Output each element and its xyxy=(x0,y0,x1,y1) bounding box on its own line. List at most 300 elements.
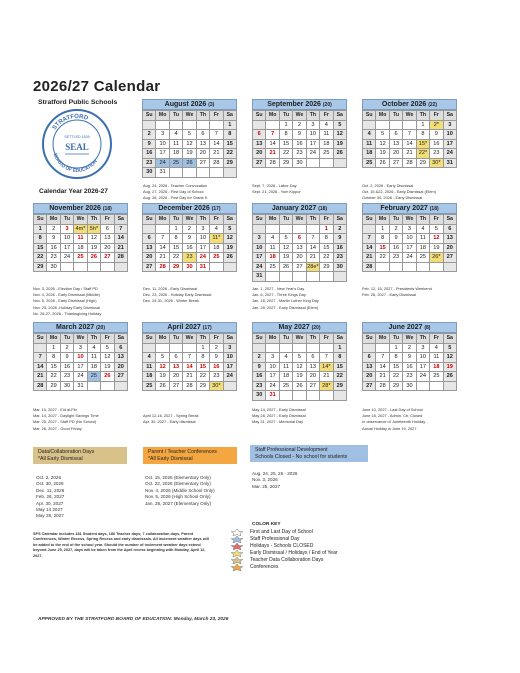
day-cell: 24 xyxy=(307,149,320,159)
day-cell: 15 xyxy=(197,363,210,373)
day-cell: 25 xyxy=(363,159,376,169)
day-cell: 11 xyxy=(320,130,333,140)
weekday-header: We xyxy=(403,215,416,225)
empty-day-cell xyxy=(280,344,293,354)
weekday-header: Tu xyxy=(280,111,293,121)
day-cell: 12 xyxy=(101,353,114,363)
day-cell: 20 xyxy=(143,253,156,263)
weekday-header: We xyxy=(183,334,196,344)
empty-day-cell xyxy=(266,272,279,282)
svg-text:SETTLED 1639: SETTLED 1639 xyxy=(64,135,90,139)
weekday-header: Tu xyxy=(170,334,183,344)
day-cell: 25 xyxy=(280,382,293,392)
day-cell: 16 xyxy=(143,149,156,159)
weekday-header: Tu xyxy=(390,111,403,121)
day-cell: 5 xyxy=(101,344,114,354)
day-cell: 27 xyxy=(115,372,128,382)
day-cell: 19 xyxy=(88,244,101,254)
star-icon xyxy=(228,536,246,543)
day-cell: 2 xyxy=(293,121,306,131)
notes-nov: Nov. 3, 2026 - Election Day / Staff PD Nov. 4, 2026 - Early Dismissal (Middle) Nov. 5, 2026 - Early Dismissal (High) Nov. 25, 2026 -Holiday Early Dismissal No. 26-27, 2026 - Thanksgiving Holiday xyxy=(33,286,102,316)
day-cell: 20 xyxy=(293,253,306,263)
calendar-year-label: Calendar Year 2026-27 xyxy=(39,188,108,195)
day-cell: 14 xyxy=(183,363,196,373)
day-cell: 5h* xyxy=(88,225,101,235)
day-cell: 23 xyxy=(403,372,416,382)
day-cell: 10 xyxy=(224,353,237,363)
empty-day-cell xyxy=(253,121,266,131)
day-cell: 20 xyxy=(101,244,114,254)
day-cell: 3 xyxy=(61,225,74,235)
day-cell: 29 xyxy=(224,159,237,169)
day-cell: 7 xyxy=(210,130,223,140)
day-cell: 12 xyxy=(334,130,347,140)
day-cell: 21 xyxy=(210,149,223,159)
notes-sep: Sept. 7, 2026 - Labor Day Sept. 21, 2026 - Yom Kippur xyxy=(252,183,301,195)
day-cell: 17 xyxy=(403,244,416,254)
day-cell: 25 xyxy=(266,263,279,273)
weekday-header: We xyxy=(293,215,306,225)
star-icon xyxy=(228,550,246,557)
day-cell: 21 xyxy=(320,372,333,382)
empty-day-cell xyxy=(183,168,196,178)
empty-day-cell xyxy=(430,263,443,273)
empty-day-cell xyxy=(280,272,293,282)
day-cell: 19 xyxy=(376,149,389,159)
day-cell: 10 xyxy=(266,363,279,373)
empty-day-cell xyxy=(390,263,403,273)
day-cell: 22 xyxy=(224,149,237,159)
day-cell: 21 xyxy=(363,253,376,263)
day-cell: 27 xyxy=(170,382,183,392)
empty-day-cell xyxy=(390,121,403,131)
day-cell: 22 xyxy=(280,149,293,159)
month-header: January 2027 (18) xyxy=(252,203,347,214)
empty-day-cell xyxy=(156,225,169,235)
day-cell: 21 xyxy=(266,149,279,159)
day-cell: 22 xyxy=(320,253,333,263)
day-cell: 25 xyxy=(210,253,223,263)
day-cell: 1 xyxy=(47,344,60,354)
day-cell: 18 xyxy=(74,244,87,254)
weekday-header: Sa xyxy=(224,215,237,225)
day-cell: 11* xyxy=(210,234,223,244)
weekday-header: Su xyxy=(253,334,266,344)
empty-day-cell xyxy=(307,344,320,354)
day-cell: 13 xyxy=(143,244,156,254)
day-cell: 6 xyxy=(143,234,156,244)
day-cell: 28 xyxy=(376,382,389,392)
day-cell: 19 xyxy=(183,149,196,159)
day-cell: 10 xyxy=(307,130,320,140)
day-cell: 30 xyxy=(293,159,306,169)
weekday-header: Mo xyxy=(47,215,60,225)
day-cell: 4 xyxy=(266,234,279,244)
day-cell: 17 xyxy=(444,140,457,150)
day-cell: 24 xyxy=(253,263,266,273)
day-cell: 16 xyxy=(183,244,196,254)
day-cell: 20 xyxy=(170,372,183,382)
day-cell: 21 xyxy=(307,253,320,263)
weekday-header: Th xyxy=(307,215,320,225)
empty-day-cell xyxy=(363,225,376,235)
month-october-2026 xyxy=(362,99,457,168)
day-cell: 5 xyxy=(376,130,389,140)
day-cell: 30 xyxy=(47,263,60,273)
day-cell: 14 xyxy=(156,244,169,254)
conference-dates-list: Oct. 15, 2026 (Elementary Only) Oct. 22, 2026 (Elementary Only) Nov. 4, 2026 (Middle School Only) Nov. 5, 2026 (High School Only) Jan. 28, 2027 (Elementary Only) xyxy=(145,475,215,506)
empty-day-cell xyxy=(376,263,389,273)
day-cell: 20 xyxy=(390,149,403,159)
day-cell: 8 xyxy=(390,353,403,363)
day-cell: 2 xyxy=(47,225,60,235)
day-cell: 27 xyxy=(253,159,266,169)
day-cell: 2 xyxy=(183,225,196,235)
weekday-header: Su xyxy=(143,111,156,121)
month-january-2027 xyxy=(252,203,347,282)
day-cell: 5 xyxy=(224,225,237,235)
day-cell: 19 xyxy=(101,363,114,373)
empty-day-cell xyxy=(280,391,293,401)
weekday-header: Fr xyxy=(320,215,333,225)
staff-pd-dates-list: Aug. 24, 25, 26 - 2026 Nov. 3, 2026 Mar. 25, 2027 xyxy=(252,471,298,489)
day-cell: 11 xyxy=(74,234,87,244)
day-cell: 3 xyxy=(74,344,87,354)
color-key-item xyxy=(228,529,338,536)
day-cell: 24 xyxy=(403,253,416,263)
day-cell: 14 xyxy=(34,363,47,373)
day-cell: 17 xyxy=(417,363,430,373)
day-cell: 4 xyxy=(210,225,223,235)
day-cell: 28e* xyxy=(307,263,320,273)
empty-day-cell xyxy=(101,263,114,273)
day-cell: 19 xyxy=(224,244,237,254)
day-cell: 28* xyxy=(320,382,333,392)
empty-day-cell xyxy=(210,121,223,131)
day-cell: 22 xyxy=(47,372,60,382)
board-seal-logo xyxy=(41,108,113,180)
empty-day-cell xyxy=(224,168,237,178)
weekday-header: Tu xyxy=(170,111,183,121)
day-cell: 3 xyxy=(307,121,320,131)
weekday-header: Th xyxy=(88,215,101,225)
day-cell: 11 xyxy=(170,140,183,150)
month-june-2027 xyxy=(362,322,457,391)
empty-day-cell xyxy=(197,168,210,178)
day-cell: 1 xyxy=(34,225,47,235)
day-cell: 7 xyxy=(115,225,128,235)
weekday-header: Su xyxy=(363,215,376,225)
day-cell: 13 xyxy=(390,140,403,150)
month-header: November 2026 (18) xyxy=(33,203,128,214)
day-cell: 1 xyxy=(417,121,430,131)
day-cell: 27 xyxy=(293,263,306,273)
day-cell: 5 xyxy=(444,344,457,354)
day-cell: 19 xyxy=(334,140,347,150)
weekday-header: Th xyxy=(417,334,430,344)
empty-day-cell xyxy=(307,159,320,169)
weekday-header: Th xyxy=(88,334,101,344)
day-cell: 21 xyxy=(183,372,196,382)
day-cell: 19 xyxy=(444,363,457,373)
day-cell: 25 xyxy=(417,253,430,263)
empty-day-cell xyxy=(320,159,333,169)
day-cell: 16 xyxy=(334,244,347,254)
day-cell: 27 xyxy=(390,159,403,169)
day-cell: 13 xyxy=(101,234,114,244)
weekday-header: Mo xyxy=(156,334,169,344)
day-cell: 7 xyxy=(34,353,47,363)
weekday-header: Fr xyxy=(101,334,114,344)
day-cell: 6 xyxy=(444,225,457,235)
day-cell: 7 xyxy=(403,130,416,140)
color-key-item xyxy=(228,557,338,564)
day-cell: 23 xyxy=(334,253,347,263)
day-cell: 24 xyxy=(266,382,279,392)
day-cell: 26 xyxy=(224,253,237,263)
month-header: April 2027 (17) xyxy=(142,322,237,333)
month-header: May 2027 (20) xyxy=(252,322,347,333)
day-cell: 30 xyxy=(334,263,347,273)
day-cell: 25 xyxy=(74,253,87,263)
day-cell: 12 xyxy=(280,244,293,254)
day-cell: 3 xyxy=(444,121,457,131)
day-cell: 9 xyxy=(403,353,416,363)
day-cell: 14 xyxy=(210,140,223,150)
day-cell: 17 xyxy=(253,253,266,263)
day-cell: 10 xyxy=(74,353,87,363)
day-cell: 13 xyxy=(444,234,457,244)
day-cell: 13 xyxy=(197,140,210,150)
day-cell: 9 xyxy=(293,130,306,140)
day-cell: 9 xyxy=(390,234,403,244)
empty-day-cell xyxy=(293,272,306,282)
day-cell: 11 xyxy=(430,353,443,363)
day-cell: 7 xyxy=(156,234,169,244)
weekday-header: Su xyxy=(34,215,47,225)
day-cell: 23 xyxy=(47,253,60,263)
day-cell: 6 xyxy=(170,353,183,363)
day-cell: 4m* xyxy=(74,225,87,235)
empty-day-cell xyxy=(307,272,320,282)
month-march-2027 xyxy=(33,322,128,391)
day-cell: 15 xyxy=(390,363,403,373)
weekday-header: Tu xyxy=(390,215,403,225)
day-cell: 24 xyxy=(444,149,457,159)
day-cell: 16 xyxy=(253,372,266,382)
day-cell: 18 xyxy=(266,253,279,263)
day-cell: 17 xyxy=(197,244,210,254)
day-cell: 1 xyxy=(197,344,210,354)
weekday-header: Sa xyxy=(444,111,457,121)
day-cell: 12 xyxy=(444,353,457,363)
day-cell: 29 xyxy=(280,159,293,169)
day-cell: 7 xyxy=(266,130,279,140)
weekday-header: Mo xyxy=(156,111,169,121)
empty-day-cell xyxy=(293,344,306,354)
color-key-label: Conferences xyxy=(250,563,279,570)
empty-day-cell xyxy=(417,263,430,273)
day-cell: 5 xyxy=(334,121,347,131)
day-cell: 29 xyxy=(320,263,333,273)
day-cell: 18 xyxy=(430,363,443,373)
day-cell: 26 xyxy=(280,263,293,273)
empty-day-cell xyxy=(224,382,237,392)
day-cell: 2 xyxy=(403,344,416,354)
day-cell: 4 xyxy=(88,344,101,354)
day-cell: 21 xyxy=(403,149,416,159)
day-cell: 13 xyxy=(363,363,376,373)
weekday-header: Sa xyxy=(224,111,237,121)
weekday-header: Sa xyxy=(115,215,128,225)
weekday-header: Fr xyxy=(210,334,223,344)
day-cell: 7 xyxy=(320,353,333,363)
month-april-2027 xyxy=(142,322,237,391)
weekday-header: Sa xyxy=(444,215,457,225)
weekday-header: We xyxy=(74,215,87,225)
day-cell: 12 xyxy=(183,140,196,150)
empty-day-cell xyxy=(293,225,306,235)
day-cell: 17 xyxy=(224,363,237,373)
day-cell: 5 xyxy=(156,353,169,363)
day-cell: 15 xyxy=(47,363,60,373)
month-header: June 2027 (8) xyxy=(362,322,457,333)
day-cell: 5 xyxy=(430,225,443,235)
day-cell: 20 xyxy=(115,363,128,373)
day-cell: 9 xyxy=(61,353,74,363)
weekday-header: Tu xyxy=(280,215,293,225)
day-cell: 28 xyxy=(34,382,47,392)
empty-day-cell xyxy=(115,263,128,273)
day-cell: 10 xyxy=(197,234,210,244)
day-cell: 27 xyxy=(307,382,320,392)
weekday-header: Fr xyxy=(430,215,443,225)
weekday-header: We xyxy=(403,111,416,121)
day-cell: 17 xyxy=(156,149,169,159)
day-cell: 8 xyxy=(334,353,347,363)
weekday-header: Su xyxy=(34,334,47,344)
day-cell: 15 xyxy=(280,140,293,150)
day-cell: 17 xyxy=(74,363,87,373)
weekday-header: Su xyxy=(363,334,376,344)
weekday-header: Su xyxy=(143,334,156,344)
day-cell: 27 xyxy=(197,159,210,169)
weekday-header: Mo xyxy=(266,215,279,225)
day-cell: 1 xyxy=(390,344,403,354)
day-cell: 5 xyxy=(293,353,306,363)
day-cell: 30 xyxy=(143,168,156,178)
svg-text:SEAL: SEAL xyxy=(65,142,89,152)
weekday-header: We xyxy=(183,111,196,121)
day-cell: 28 xyxy=(183,382,196,392)
day-cell: 30 xyxy=(61,382,74,392)
weekday-header: Fr xyxy=(210,111,223,121)
color-key-label: Holidays - Schools CLOSED xyxy=(250,542,314,549)
day-cell: 28 xyxy=(156,263,169,273)
day-cell: 29 xyxy=(47,382,60,392)
approval-line: APPROVED BY THE STRATFORD BOARD OF EDUCATION: Monday, March 23, 2026 xyxy=(38,617,229,622)
weekday-header: Th xyxy=(197,334,210,344)
weekday-header: Tu xyxy=(390,334,403,344)
day-cell: 19 xyxy=(280,253,293,263)
empty-day-cell xyxy=(183,344,196,354)
weekday-header: Su xyxy=(363,111,376,121)
weekday-header: We xyxy=(293,334,306,344)
day-cell: 17 xyxy=(266,372,279,382)
weekday-header: Fr xyxy=(430,334,443,344)
day-cell: 30 xyxy=(183,263,196,273)
day-cell: 16 xyxy=(61,363,74,373)
weekday-header: Sa xyxy=(334,334,347,344)
day-cell: 18 xyxy=(143,372,156,382)
notes-mar: Mar. 10, 2027 - Eid al-Fitr Mar. 14, 2027 - Daylight Savings Time Mar. 25, 2027 - Staff PD (No School) Mar. 26, 2027 - Good Friday xyxy=(33,407,99,431)
day-cell: 18 xyxy=(363,149,376,159)
day-cell: 15 xyxy=(376,244,389,254)
day-cell: 21 xyxy=(376,372,389,382)
collab-days-box: Data/Collaboration Days *All Early Dismissal xyxy=(33,447,127,464)
day-cell: 8 xyxy=(224,130,237,140)
day-cell: 8 xyxy=(320,234,333,244)
empty-day-cell xyxy=(334,159,347,169)
notes-oct: Oct. 2, 2026 - Early Dismissal Oct. 15 &22, 2026 - Early Dismissal (Elem) October 30, 2026 - Early Dismissal xyxy=(362,183,436,201)
color-key-label: Staff Professional Day xyxy=(250,535,300,542)
empty-day-cell xyxy=(156,344,169,354)
day-cell: 4 xyxy=(363,130,376,140)
empty-day-cell xyxy=(143,225,156,235)
weekday-header: Tu xyxy=(61,334,74,344)
day-cell: 9 xyxy=(47,234,60,244)
month-header: March 2027 (20) xyxy=(33,322,128,333)
day-cell: 15 xyxy=(34,244,47,254)
day-cell: 22 xyxy=(376,253,389,263)
day-cell: 2 xyxy=(253,353,266,363)
weekday-header: Su xyxy=(253,215,266,225)
day-cell: 14 xyxy=(403,140,416,150)
weekday-header: Tu xyxy=(280,334,293,344)
empty-day-cell xyxy=(403,121,416,131)
weekday-header: Fr xyxy=(101,215,114,225)
day-cell: 31 xyxy=(253,272,266,282)
day-cell: 30* xyxy=(430,159,443,169)
empty-day-cell xyxy=(293,391,306,401)
day-cell: 13 xyxy=(115,353,128,363)
day-cell: 18 xyxy=(320,140,333,150)
day-cell: 6 xyxy=(363,353,376,363)
day-cell: 9 xyxy=(253,363,266,373)
weekday-header: Fr xyxy=(210,215,223,225)
empty-day-cell xyxy=(266,344,279,354)
day-cell: 28 xyxy=(363,263,376,273)
day-cell: 3 xyxy=(266,353,279,363)
day-cell: 25 xyxy=(170,159,183,169)
day-cell: 17 xyxy=(307,140,320,150)
day-cell: 15 xyxy=(320,244,333,254)
collab-dates-list: Oct. 2, 2026 Oct. 30, 2026 Dec. 11, 2026 Feb. 26, 2027 Apr. 30, 2027 May 14 2027 May 28, 2027 xyxy=(36,475,65,519)
day-cell: 14* xyxy=(320,363,333,373)
day-cell: 6 xyxy=(390,130,403,140)
day-cell: 8 xyxy=(197,353,210,363)
weekday-header: Tu xyxy=(170,215,183,225)
notes-dec: Dec. 11, 2026 - Early Dismissal Dec. 23, 2026 - Holiday Early Dismissal Dec. 24-31, 2026 - Winter Break xyxy=(143,286,212,304)
day-cell: 31 xyxy=(266,391,279,401)
notes-may: May 14, 2027 - Early Dismissal May 28, 2027 - Early Dismissal May 31, 2027 - Memorial Day xyxy=(252,407,306,425)
day-cell: 8 xyxy=(280,130,293,140)
day-cell: 10 xyxy=(417,353,430,363)
day-cell: 11 xyxy=(143,363,156,373)
empty-day-cell xyxy=(210,168,223,178)
empty-day-cell xyxy=(170,344,183,354)
empty-day-cell xyxy=(170,168,183,178)
